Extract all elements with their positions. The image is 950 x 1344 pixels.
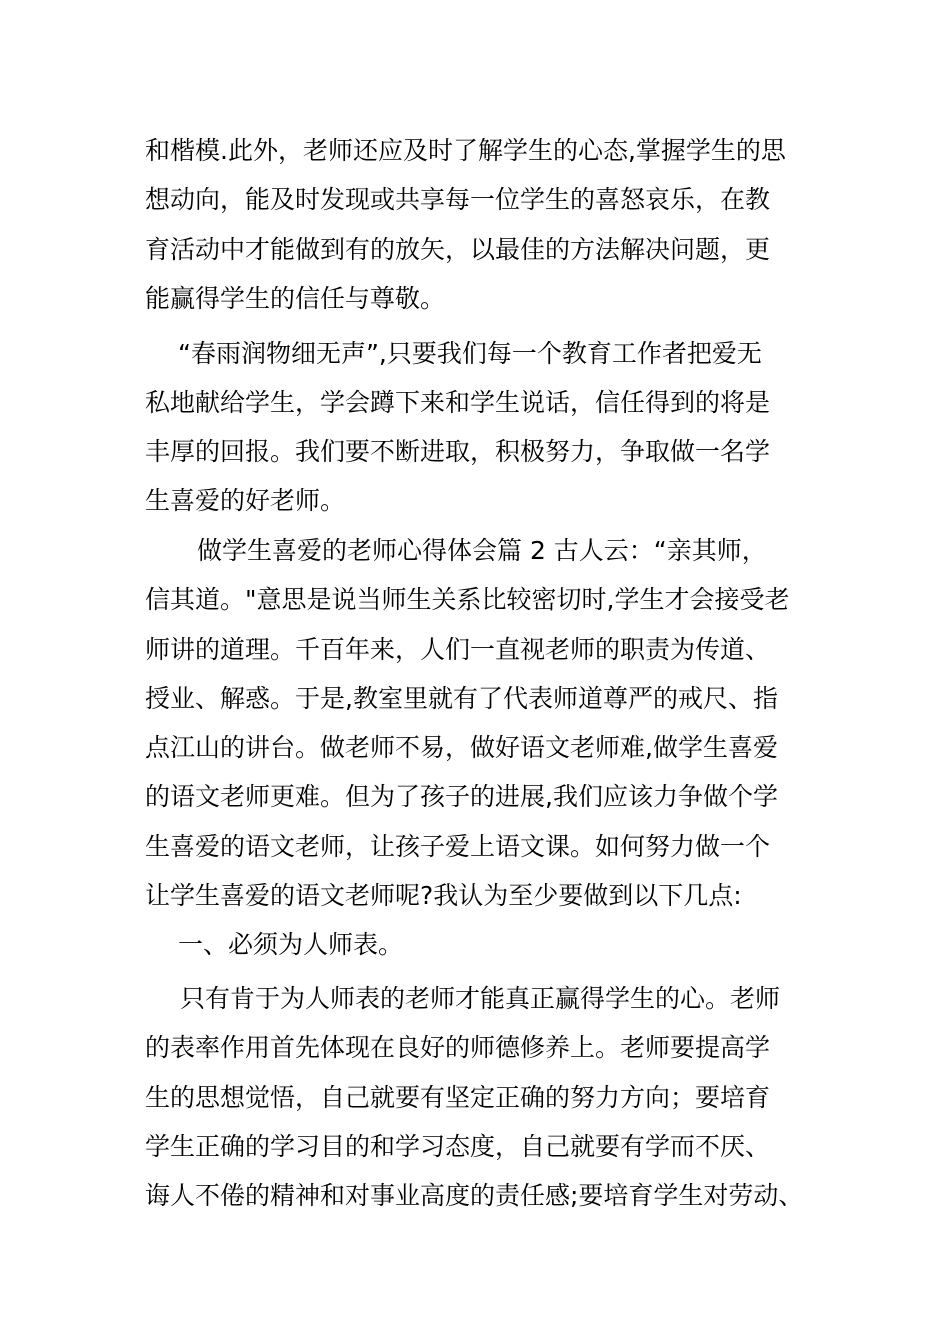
text-line: 师讲的道理。千百年来，人们一直视老师的职责为传道、	[145, 635, 771, 664]
text-line: 育活动中才能做到有的放矢，以最佳的方法解决问题，更	[145, 235, 771, 264]
text-line: 能赢得学生的信任与尊敬。	[145, 284, 446, 313]
text-line: 生喜爱的好老师。	[145, 486, 346, 515]
text-line: 只有肯于为人师表的老师才能真正赢得学生的心。老师	[180, 984, 781, 1013]
text-line: 丰厚的回报。我们要不断进取，积极努力，争取做一名学	[145, 437, 771, 466]
text-line: 信其道。"意思是说当师生关系比较密切时,学生才会接受老	[145, 585, 790, 614]
list-heading-line: 一、必须为人师表。	[178, 930, 404, 959]
text-line: 生喜爱的语文老师，让孩子爱上语文课。如何努力做一个	[145, 832, 771, 861]
text-line: 和楷模.此外，老师还应及时了解学生的心态,掌握学生的思	[145, 136, 786, 165]
text-line: 私地献给学生，学会蹲下来和学生说话，信任得到的将是	[145, 388, 771, 417]
section-heading-line: 做学生喜爱的老师心得体会篇 2 古人云：“亲其师，	[197, 536, 767, 565]
text-line: “春雨润物细无声”,只要我们每一个教育工作者把爱无	[178, 339, 762, 368]
text-line: 点江山的讲台。做老师不易，做好语文老师难,做学生喜爱	[145, 733, 778, 762]
text-line: 的语文老师更难。但为了孩子的进展,我们应该力争做个学	[145, 782, 778, 811]
text-line: 生的思想觉悟，自己就要有坚定正确的努力方向；要培育	[145, 1083, 771, 1112]
text-line: 的表率作用首先体现在良好的师德修养上。老师要提高学	[145, 1033, 771, 1062]
text-line: 学生正确的学习目的和学习态度，自己就要有学而不厌、	[145, 1132, 771, 1161]
text-line: 授业、解惑。于是,教室里就有了代表师道尊严的戒尺、指	[145, 684, 778, 713]
text-line: 想动向，能及时发现或共享每一位学生的喜怒哀乐，在教	[145, 185, 771, 214]
text-line: 诲人不倦的精神和对事业高度的责任感;要培育学生对劳动、	[145, 1181, 804, 1210]
text-line: 让学生喜爱的语文老师呢?我认为至少要做到以下几点:	[145, 881, 742, 910]
